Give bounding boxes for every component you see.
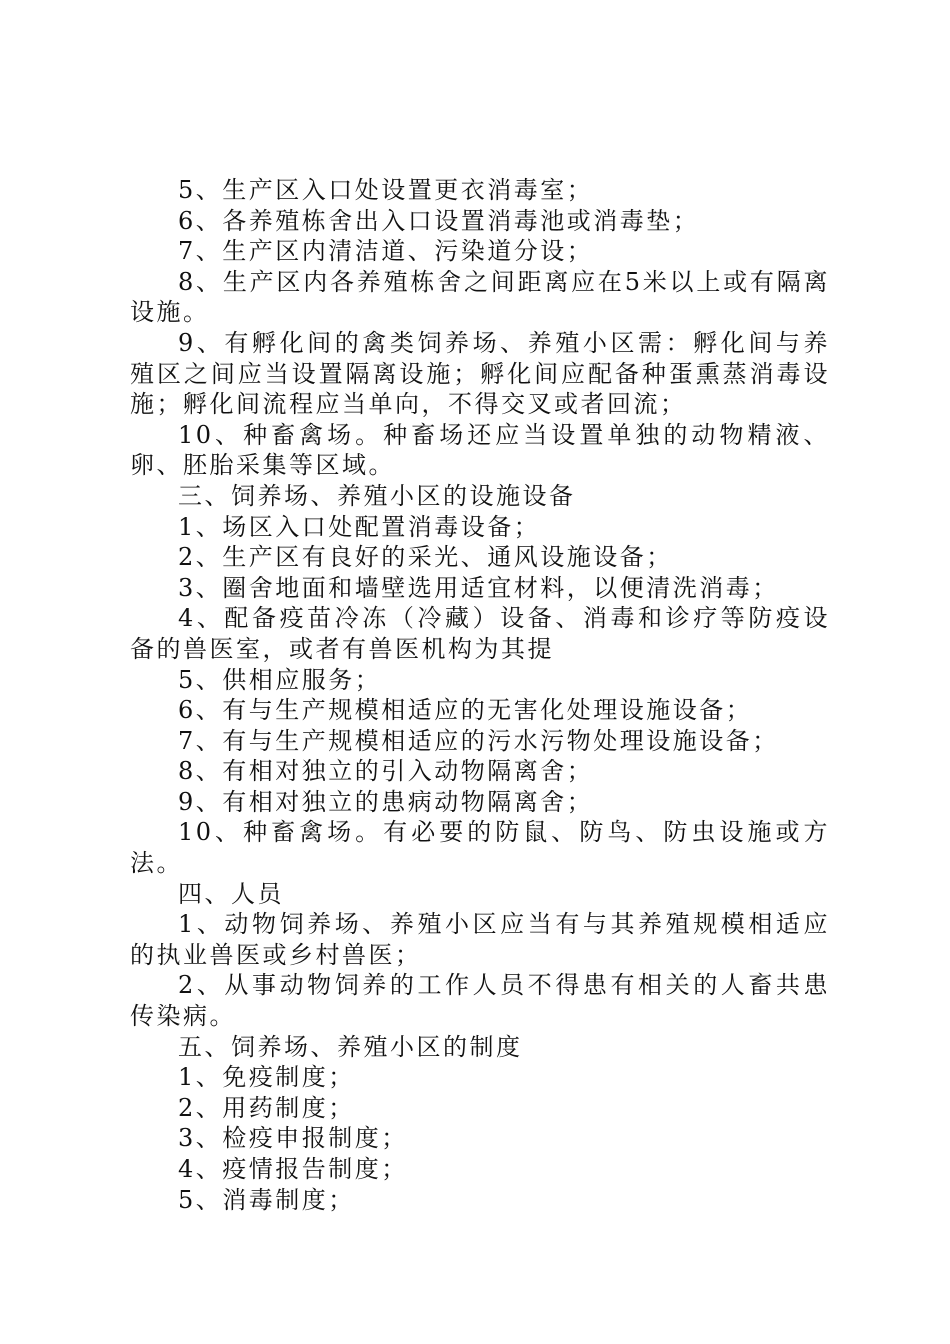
paragraph: 5、供相应服务； — [178, 665, 382, 694]
section-heading: 三、饲养场、养殖小区的设施设备 — [178, 481, 576, 510]
paragraph: 1、动物饲养场、养殖小区应当有与其养殖规模相适应的执业兽医或乡村兽医； — [130, 910, 830, 969]
paragraph: 6、各养殖栋舍出入口设置消毒池或消毒垫； — [178, 206, 700, 235]
paragraph: 10、种畜禽场。种畜场还应当设置单独的动物精液、卵、胚胎采集等区域。 — [130, 420, 830, 480]
paragraph: 2、从事动物饲养的工作人员不得患有相关的人畜共患传染病。 — [130, 971, 830, 1031]
paragraph: 9、有相对独立的患病动物隔离舍； — [178, 787, 594, 816]
paragraph: 6、有与生产规模相适应的无害化处理设施设备； — [178, 696, 753, 725]
paragraph: 4、疫情报告制度； — [178, 1155, 408, 1183]
paragraph: 5、消毒制度； — [178, 1185, 355, 1214]
paragraph: 7、有与生产规模相适应的污水污物处理设施设备； — [178, 726, 779, 755]
paragraph: 3、圈舍地面和墙壁选用适宜材料，以便清洗消毒； — [178, 573, 779, 602]
paragraph: 10、种畜禽场。有必要的防鼠、防鸟、防虫设施或方法。 — [130, 818, 830, 878]
paragraph: 5、生产区入口处设置更衣消毒室； — [178, 176, 594, 204]
paragraph: 8、有相对独立的引入动物隔离舍； — [178, 757, 594, 786]
paragraph: 7、生产区内清洁道、污染道分设； — [178, 237, 594, 266]
paragraph: 9、有孵化间的禽类饲养场、养殖小区需：孵化间与养殖区之间应当设置隔离设施；孵化间应配备种蛋熏蒸消毒设施；孵化间流程应当单向，不得交叉或者回流； — [130, 328, 830, 419]
paragraph: 2、用药制度； — [178, 1093, 355, 1122]
paragraph: 8、生产区内各养殖栋舍之间距离应在5米以上或有隔离设施。 — [130, 267, 830, 327]
paragraph: 3、检疫申报制度； — [178, 1124, 408, 1153]
document-body — [130, 175, 830, 1215]
paragraph: 1、免疫制度； — [178, 1063, 355, 1092]
paragraph: 2、生产区有良好的采光、通风设施设备； — [178, 543, 673, 572]
paragraph: 4、配备疫苗冷冻（冷藏）设备、消毒和诊疗等防疫设备的兽医室，或者有兽医机构为其提 — [130, 604, 830, 663]
section-heading: 五、饲养场、养殖小区的制度 — [178, 1032, 523, 1061]
paragraph: 1、场区入口处配置消毒设备； — [178, 512, 541, 541]
section-heading: 四、人员 — [178, 879, 284, 908]
